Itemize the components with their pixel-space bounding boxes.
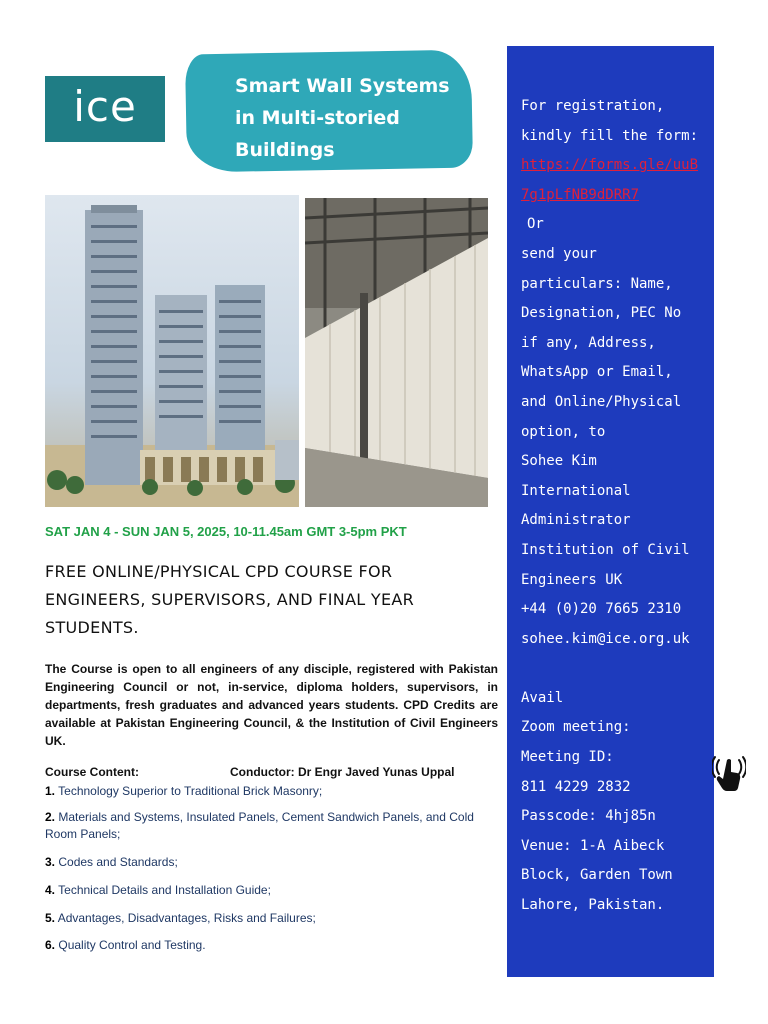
touch-signal-icon <box>712 752 746 792</box>
tower-buildings-photo <box>45 195 299 507</box>
list-item <box>45 809 485 843</box>
passcode: Passcode: 4hj85n <box>521 808 656 825</box>
contact-org: Institution of Civil Engineers UK <box>521 541 690 588</box>
zoom-label: Zoom meeting: <box>521 719 631 736</box>
item-number: 5. <box>45 911 56 925</box>
course-title-line-1: Smart Wall Systems <box>235 75 450 97</box>
event-schedule: SAT JAN 4 - SUN JAN 5, 2025, 10-11.45am GMT 3-5pm PKT <box>45 524 407 539</box>
contact-name: Sohee Kim <box>521 453 597 470</box>
list-item <box>45 937 485 954</box>
item-text: Technical Details and Installation Guide; <box>58 883 271 897</box>
item-text: Quality Control and Testing. <box>58 938 206 952</box>
registration-form-link[interactable]: https://forms.gle/uuB7g1pLfNB9dDRR7 <box>521 157 699 203</box>
meeting-id: 811 4229 2832 <box>521 778 631 795</box>
avail-text: Avail <box>521 689 564 706</box>
course-description: The Course is open to all engineers of any disciple, registered with Pakistan Engineering Council or not, in-service, diploma holders, supervisors, in departments, fresh graduates and advanced years students. CPD Credits are available at Pakistan Engineering Council, & the Institution of Civil Engineers UK. <box>45 662 498 748</box>
item-text: Technology Superior to Traditional Brick Masonry; <box>58 784 323 798</box>
course-headline: FREE ONLINE/PHYSICAL CPD COURSE FOR ENGINEERS, SUPERVISORS, AND FINAL YEAR STUDENTS. <box>45 562 415 637</box>
list-item <box>45 910 485 927</box>
course-title-line-3: Buildings <box>235 139 335 161</box>
contact-title: International Administrator <box>521 482 631 529</box>
list-item <box>45 854 485 871</box>
ice-logo <box>45 76 165 142</box>
item-number: 4. <box>45 883 56 897</box>
item-number: 2. <box>45 810 56 824</box>
item-number: 3. <box>45 855 56 869</box>
item-number: 1. <box>45 784 56 798</box>
course-title <box>235 70 465 166</box>
registration-intro: For registration, kindly fill the form: <box>521 98 699 144</box>
logo-text: ice <box>73 82 137 131</box>
conductor-label: Conductor: Dr Engr Javed Yunas Uppal <box>230 765 455 779</box>
or-text: Or <box>527 216 544 233</box>
item-number: 6. <box>45 938 56 952</box>
item-text: Codes and Standards; <box>58 855 178 869</box>
send-particulars-text: send your particulars: Name, Designation, PEC No if any, Address, WhatsApp or Email, and Online/Physical option, to <box>521 245 682 440</box>
course-content-header <box>45 765 485 779</box>
contact-email[interactable]: sohee.kim@ice.org.uk <box>521 630 690 647</box>
contact-phone: +44 (0)20 7665 2310 <box>521 601 682 618</box>
wall-panels-photo <box>305 198 488 507</box>
course-content-label: Course Content: <box>45 765 139 779</box>
meeting-id-label: Meeting ID: <box>521 749 614 766</box>
list-item <box>45 783 485 800</box>
list-item <box>45 882 485 899</box>
course-title-line-2: in Multi-storied <box>235 107 400 129</box>
item-text: Advantages, Disadvantages, Risks and Failures; <box>57 911 316 925</box>
item-text: Materials and Systems, Insulated Panels, Cement Sandwich Panels, and Cold Room Panels; <box>45 810 474 841</box>
venue: Venue: 1-A Aibeck Block, Garden Town Lahore, Pakistan. <box>521 837 673 914</box>
registration-info <box>521 92 706 921</box>
